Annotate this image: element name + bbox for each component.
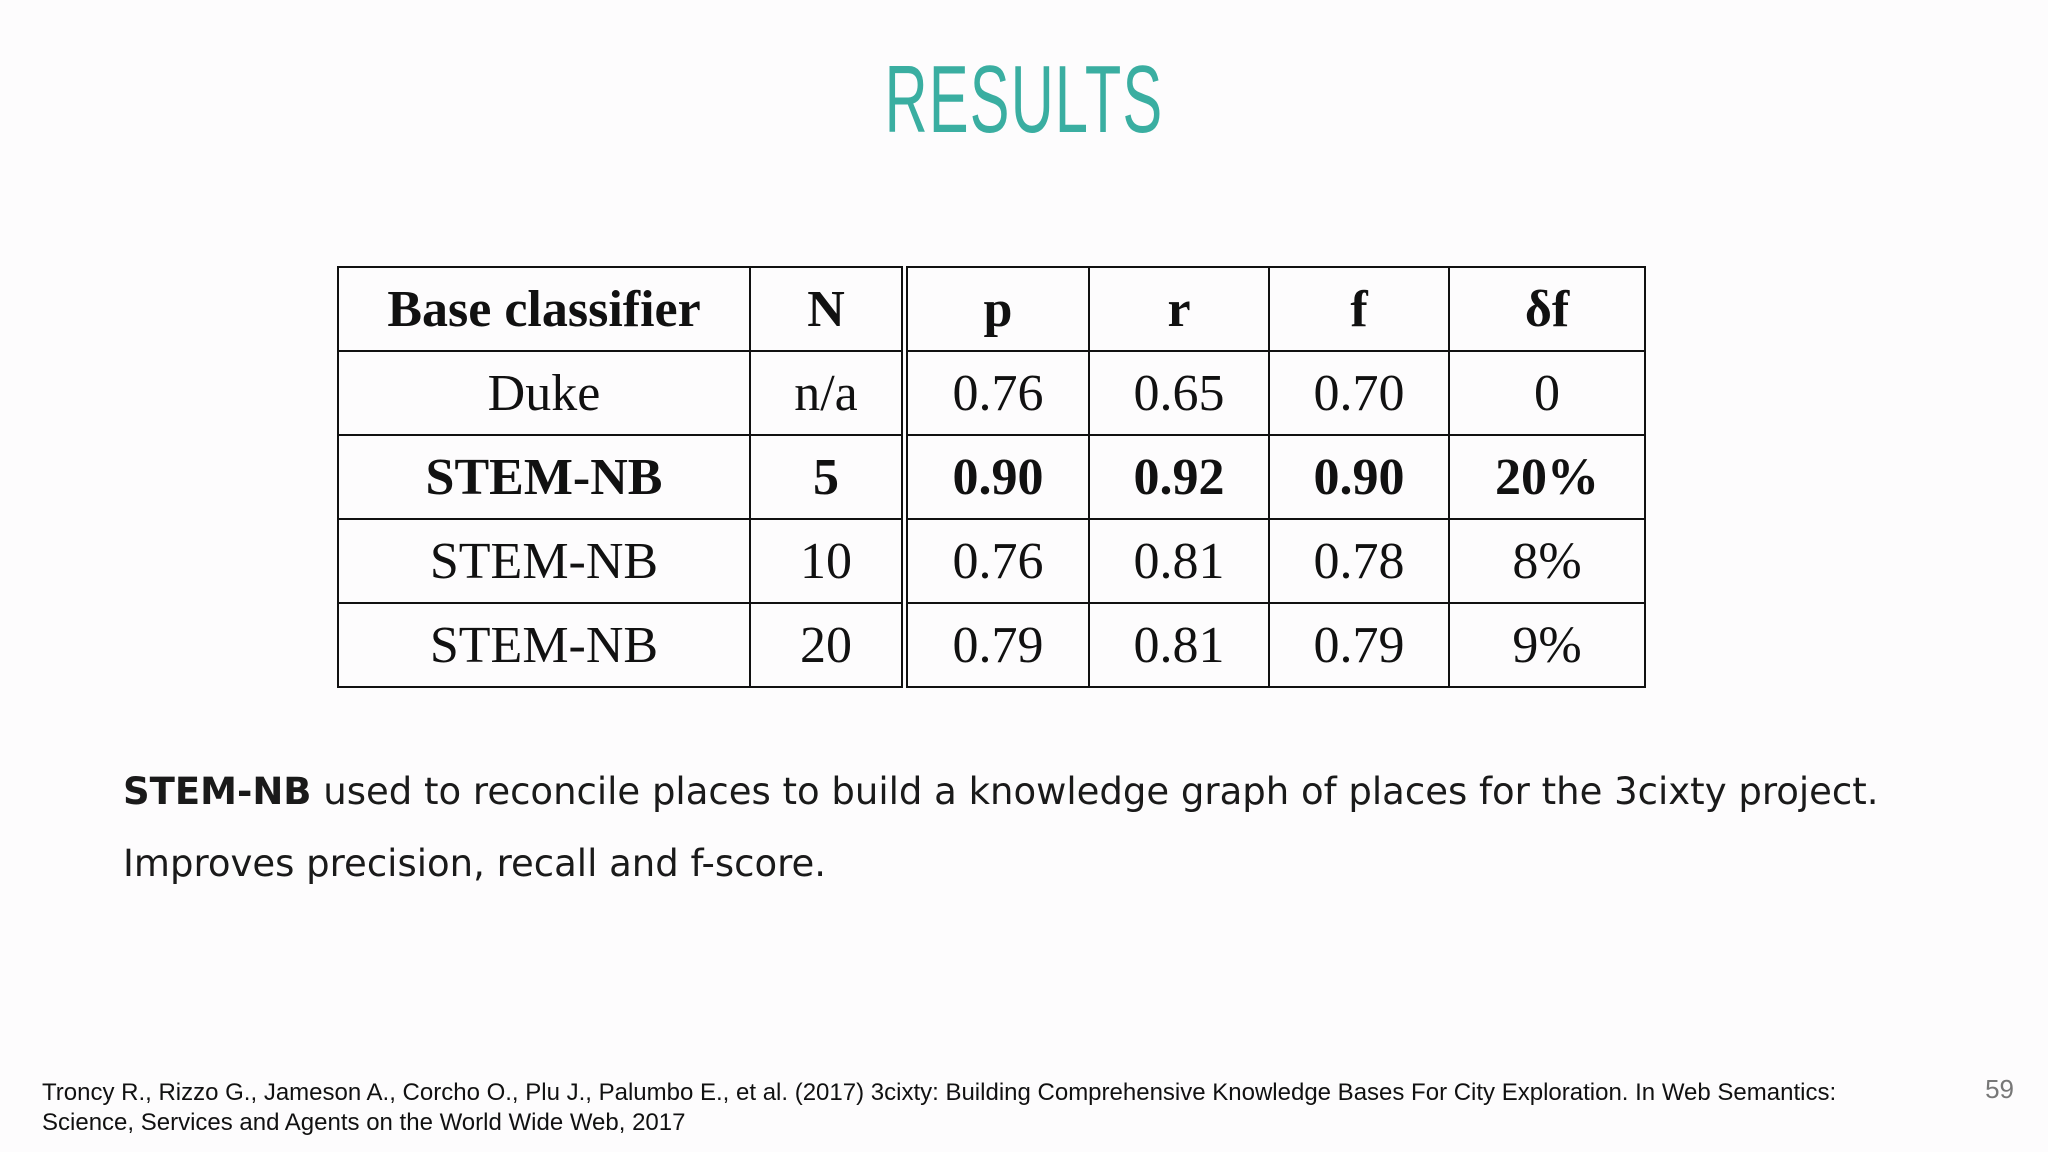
cell-delta-f: 20%: [1449, 435, 1645, 519]
cell-delta-f: 8%: [1449, 519, 1645, 603]
header-r: r: [1089, 267, 1269, 351]
cell-classifier: STEM-NB: [338, 519, 750, 603]
header-f: f: [1269, 267, 1449, 351]
results-table: [337, 266, 1646, 688]
cell-r: 0.92: [1089, 435, 1269, 519]
cell-classifier: STEM-NB: [338, 603, 750, 687]
table-row: [338, 519, 1645, 603]
cell-p: 0.76: [905, 351, 1090, 435]
cell-f: 0.70: [1269, 351, 1449, 435]
cell-r: 0.81: [1089, 603, 1269, 687]
citation-line-2: Science, Services and Agents on the World Wide Web, 2017: [42, 1109, 686, 1136]
cell-f: 0.78: [1269, 519, 1449, 603]
cell-n: 5: [750, 435, 905, 519]
cell-n: 10: [750, 519, 905, 603]
cell-classifier: STEM-NB: [338, 435, 750, 519]
cell-n: n/a: [750, 351, 905, 435]
citation: [42, 1078, 1962, 1138]
cell-f: 0.90: [1269, 435, 1449, 519]
table-row: [338, 351, 1645, 435]
header-n: N: [750, 267, 905, 351]
cell-classifier: Duke: [338, 351, 750, 435]
cell-p: 0.79: [905, 603, 1090, 687]
table-row: [338, 603, 1645, 687]
table-row: [338, 435, 1645, 519]
header-delta-f: δf: [1449, 267, 1645, 351]
header-base-classifier: Base classifier: [338, 267, 750, 351]
cell-n: 20: [750, 603, 905, 687]
cell-p: 0.90: [905, 435, 1090, 519]
summary-line-1: [123, 770, 1879, 813]
cell-r: 0.81: [1089, 519, 1269, 603]
cell-f: 0.79: [1269, 603, 1449, 687]
cell-delta-f: 0: [1449, 351, 1645, 435]
page-number: 59: [1985, 1074, 2014, 1104]
citation-line-1: Troncy R., Rizzo G., Jameson A., Corcho O., Plu J., Palumbo E., et al. (2017) 3cixty: Building Comprehensive Knowledge Bases For City Exploration. In Web Semantics:: [42, 1079, 1837, 1106]
summary-line-2: Improves precision, recall and f-score.: [123, 842, 827, 885]
summary-highlight: STEM-NB: [123, 770, 312, 813]
slide-title: RESULTS: [884, 46, 1164, 153]
cell-p: 0.76: [905, 519, 1090, 603]
cell-delta-f: 9%: [1449, 603, 1645, 687]
cell-r: 0.65: [1089, 351, 1269, 435]
header-p: p: [905, 267, 1090, 351]
table-header-row: [338, 267, 1645, 351]
summary-line-1-text: used to reconcile places to build a knowledge graph of places for the 3cixty project.: [311, 770, 1879, 813]
